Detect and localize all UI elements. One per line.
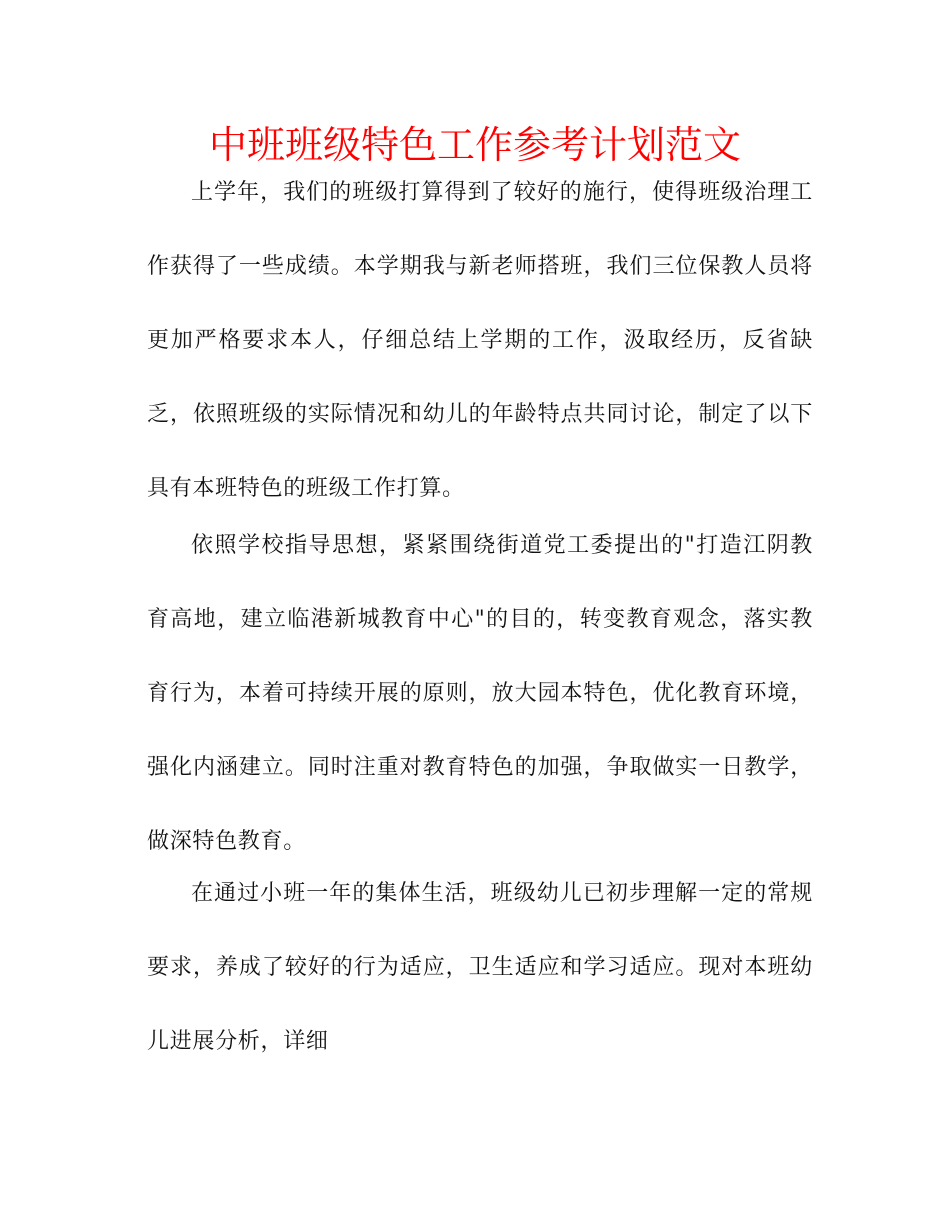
paragraph-1: 上学年，我们的班级打算得到了较好的施行，使得班级治理工作获得了一些成绩。本学期我与新老师搭班，我们三位保教人员将更加严格要求本人，仔细总结上学期的工作，汲取经历，反省缺乏，依照班级的实际情况和幼儿的年龄特点共同讨论，制定了以下具有本班特色的班级工作打算。 xyxy=(147,180,813,501)
paragraph-3: 在通过小班一年的集体生活，班级幼儿已初步理解一定的常规要求，养成了较好的行为适应，卫生适应和学习适应。现对本班幼儿进展分析，详细 xyxy=(147,881,813,1054)
document-title: 中班班级特色工作参考计划范文 xyxy=(208,123,741,167)
paragraph-2: 依照学校指导思想，紧紧围绕街道党工委提出的"打造江阴教育高地，建立临港新城教育中心"的目的，转变教育观念，落实教育行为，本着可持续开展的原则，放大园本特色，优化教育环境，强化内涵建立。同时注重对教育特色的加强，争取做实一日教学，做深特色教育。 xyxy=(147,533,813,854)
